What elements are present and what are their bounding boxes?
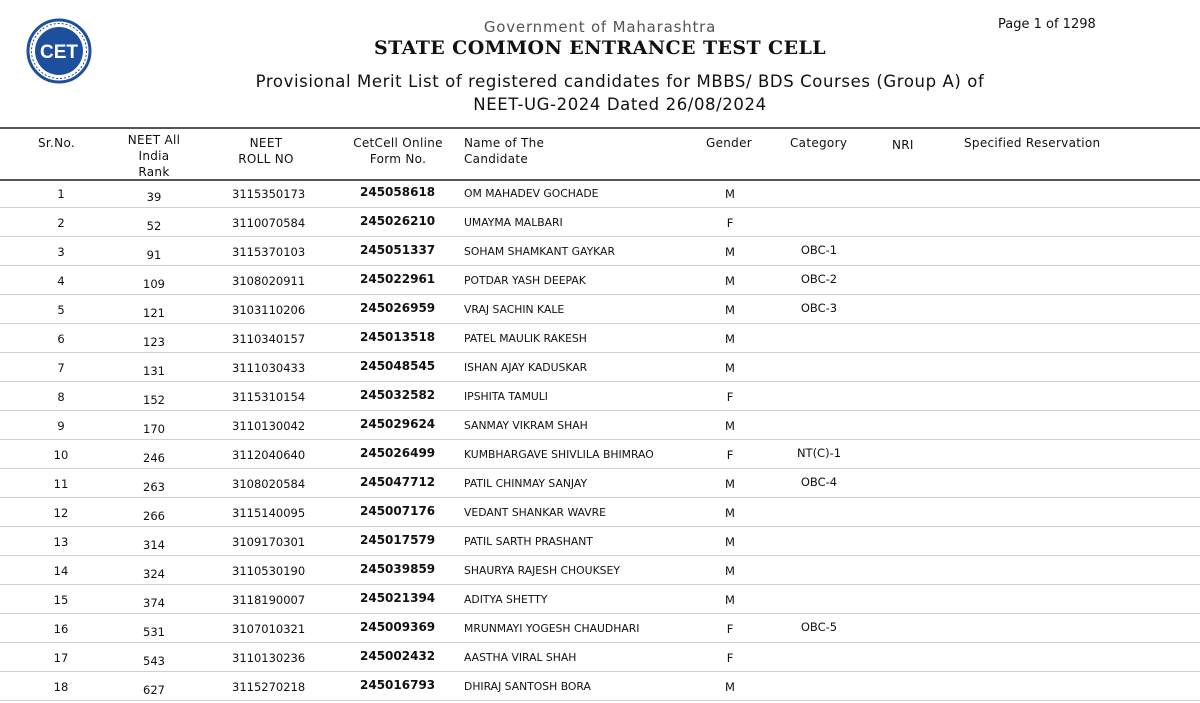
candidate-name-cell: PATIL CHINMAY SANJAY <box>464 477 588 490</box>
form-no-cell: 245039859 <box>360 562 436 576</box>
gender-cell: M <box>725 274 735 288</box>
gender-cell: M <box>725 245 735 259</box>
sr-no-cell: 16 <box>53 622 69 636</box>
category-cell: OBC-5 <box>800 620 838 634</box>
sr-no-cell: 7 <box>57 361 65 375</box>
candidate-name-cell: PATIL SARTH PRASHANT <box>464 535 593 548</box>
sr-no-cell: 2 <box>57 216 65 230</box>
organisation-title: STATE COMMON ENTRANCE TEST CELL <box>374 37 826 59</box>
merit-list-date: NEET-UG-2024 Dated 26/08/2024 <box>473 95 767 114</box>
rank-cell: 266 <box>143 509 165 523</box>
table-row <box>0 558 1200 585</box>
candidate-name-cell: AASTHA VIRAL SHAH <box>464 651 577 664</box>
candidate-name-cell: SHAURYA RAJESH CHOUKSEY <box>464 564 620 577</box>
candidate-name-cell: VEDANT SHANKAR WAVRE <box>464 506 606 519</box>
rank-cell: 109 <box>143 277 165 291</box>
gender-cell: M <box>725 361 735 375</box>
roll-no-cell: 3118190007 <box>232 593 306 607</box>
candidate-name-cell: UMAYMA MALBARI <box>464 216 563 229</box>
roll-no-cell: 3115310154 <box>232 390 306 404</box>
candidate-name-cell: PATEL MAULIK RAKESH <box>464 332 587 345</box>
form-no-cell: 245009369 <box>360 620 436 634</box>
rank-cell: 543 <box>143 654 165 668</box>
table-row <box>0 413 1200 440</box>
sr-no-cell: 15 <box>53 593 69 607</box>
candidate-name-cell: DHIRAJ SANTOSH BORA <box>464 680 591 693</box>
form-no-cell: 245017579 <box>360 533 436 547</box>
form-no-cell: 245032582 <box>360 388 436 402</box>
merit-list-title: Provisional Merit List of registered candidates for MBBS/ BDS Courses (Group A) of <box>255 72 985 91</box>
table-row <box>0 384 1200 411</box>
table-row <box>0 268 1200 295</box>
form-no-cell: 245022961 <box>360 272 436 286</box>
col-category: Category <box>790 136 848 150</box>
roll-no-cell: 3107010321 <box>232 622 306 636</box>
table-row <box>0 442 1200 469</box>
gender-cell: M <box>725 187 735 201</box>
gender-cell: F <box>726 448 734 462</box>
gender-cell: M <box>725 680 735 694</box>
form-no-cell: 245058618 <box>360 185 436 199</box>
form-no-cell: 245013518 <box>360 330 436 344</box>
category-cell: OBC-2 <box>800 272 838 286</box>
table-row <box>0 645 1200 672</box>
merit-table-body <box>0 181 1200 703</box>
sr-no-cell: 9 <box>57 419 65 433</box>
table-row <box>0 500 1200 527</box>
government-label: Government of Maharashtra <box>483 18 717 36</box>
roll-no-cell: 3115370103 <box>232 245 306 259</box>
sr-no-cell: 1 <box>57 187 65 201</box>
form-no-cell: 245048545 <box>360 359 436 373</box>
col-form-no: CetCell Online Form No. <box>353 136 443 166</box>
roll-no-cell: 3110530190 <box>232 564 306 578</box>
roll-no-cell: 3108020584 <box>232 477 306 491</box>
rank-cell: 121 <box>143 306 165 320</box>
rank-cell: 170 <box>143 422 165 436</box>
candidate-name-cell: SANMAY VIKRAM SHAH <box>464 419 588 432</box>
table-row <box>0 471 1200 498</box>
gender-cell: F <box>726 622 734 636</box>
category-cell: OBC-1 <box>800 243 838 257</box>
gender-cell: F <box>726 651 734 665</box>
sr-no-cell: 18 <box>53 680 69 694</box>
rank-cell: 531 <box>143 625 165 639</box>
gender-cell: M <box>725 593 735 607</box>
sr-no-cell: 14 <box>53 564 69 578</box>
col-candidate-name: Name of The Candidate <box>464 136 545 166</box>
rank-cell: 627 <box>143 683 165 697</box>
candidate-name-cell: IPSHITA TAMULI <box>464 390 548 403</box>
candidate-name-cell: SOHAM SHAMKANT GAYKAR <box>464 245 615 258</box>
rank-cell: 324 <box>143 567 165 581</box>
roll-no-cell: 3110070584 <box>232 216 306 230</box>
candidate-name-cell: ISHAN AJAY KADUSKAR <box>464 361 588 374</box>
page-indicator: Page 1 of 1298 <box>998 17 1096 32</box>
gender-cell: M <box>725 303 735 317</box>
gender-cell: M <box>725 564 735 578</box>
roll-no-cell: 3115270218 <box>232 680 306 694</box>
form-no-cell: 245016793 <box>360 678 436 692</box>
form-no-cell: 245047712 <box>360 475 436 489</box>
roll-no-cell: 3115350173 <box>232 187 306 201</box>
form-no-cell: 245051337 <box>360 243 436 257</box>
rank-cell: 314 <box>143 538 165 552</box>
form-no-cell: 245002432 <box>360 649 436 663</box>
gender-cell: F <box>726 390 734 404</box>
rank-cell: 152 <box>143 393 165 407</box>
roll-no-cell: 3110130042 <box>232 419 306 433</box>
table-row <box>0 674 1200 701</box>
sr-no-cell: 13 <box>53 535 69 549</box>
table-row <box>0 529 1200 556</box>
form-no-cell: 245029624 <box>360 417 436 431</box>
roll-no-cell: 3110340157 <box>232 332 306 346</box>
col-specified-reservation: Specified Reservation <box>964 136 1101 150</box>
table-row <box>0 616 1200 643</box>
col-nri: NRI <box>892 138 914 152</box>
roll-no-cell: 3109170301 <box>232 535 306 549</box>
rank-cell: 374 <box>143 596 165 610</box>
col-gender: Gender <box>706 136 753 150</box>
rank-cell: 91 <box>146 248 162 262</box>
logo-text: CET <box>40 42 78 63</box>
roll-no-cell: 3112040640 <box>232 448 306 462</box>
gender-cell: M <box>725 332 735 346</box>
sr-no-cell: 11 <box>53 477 69 491</box>
roll-no-cell: 3103110206 <box>232 303 306 317</box>
table-row <box>0 326 1200 353</box>
table-row <box>0 297 1200 324</box>
table-row <box>0 210 1200 237</box>
rank-cell: 246 <box>143 451 165 465</box>
candidate-name-cell: OM MAHADEV GOCHADE <box>464 187 599 200</box>
sr-no-cell: 3 <box>57 245 65 259</box>
table-row <box>0 587 1200 614</box>
candidate-name-cell: ADITYA SHETTY <box>464 593 548 606</box>
gender-cell: M <box>725 477 735 491</box>
candidate-name-cell: KUMBHARGAVE SHIVLILA BHIMRAO <box>464 448 654 461</box>
roll-no-cell: 3111030433 <box>232 361 306 375</box>
roll-no-cell: 3108020911 <box>232 274 306 288</box>
roll-no-cell: 3115140095 <box>232 506 306 520</box>
sr-no-cell: 4 <box>57 274 65 288</box>
sr-no-cell: 8 <box>57 390 65 404</box>
sr-no-cell: 6 <box>57 332 65 346</box>
col-neet-roll: NEET ROLL NO <box>238 136 294 166</box>
category-cell: NT(C)-1 <box>796 446 842 460</box>
table-row <box>0 239 1200 266</box>
sr-no-cell: 17 <box>53 651 69 665</box>
form-no-cell: 245007176 <box>360 504 436 518</box>
col-neet-rank: NEET All India Rank <box>127 133 181 179</box>
gender-cell: M <box>725 419 735 433</box>
form-no-cell: 245026499 <box>360 446 436 460</box>
sr-no-cell: 5 <box>57 303 65 317</box>
table-row <box>0 355 1200 382</box>
form-no-cell: 245026210 <box>360 214 436 228</box>
table-row <box>0 181 1200 208</box>
col-sr-no: Sr.No. <box>38 136 75 150</box>
candidate-name-cell: VRAJ SACHIN KALE <box>464 303 565 316</box>
table-top-rule <box>0 127 1200 129</box>
category-cell: OBC-3 <box>800 301 838 315</box>
sr-no-cell: 10 <box>53 448 69 462</box>
category-cell: OBC-4 <box>800 475 838 489</box>
rank-cell: 39 <box>146 190 162 204</box>
rank-cell: 263 <box>143 480 165 494</box>
roll-no-cell: 3110130236 <box>232 651 306 665</box>
rank-cell: 52 <box>146 219 162 233</box>
form-no-cell: 245021394 <box>360 591 436 605</box>
gender-cell: M <box>725 506 735 520</box>
candidate-name-cell: POTDAR YASH DEEPAK <box>464 274 586 287</box>
sr-no-cell: 12 <box>53 506 69 520</box>
gender-cell: F <box>726 216 734 230</box>
form-no-cell: 245026959 <box>360 301 436 315</box>
rank-cell: 131 <box>143 364 165 378</box>
gender-cell: M <box>725 535 735 549</box>
rank-cell: 123 <box>143 335 165 349</box>
candidate-name-cell: MRUNMAYI YOGESH CHAUDHARI <box>464 622 640 635</box>
